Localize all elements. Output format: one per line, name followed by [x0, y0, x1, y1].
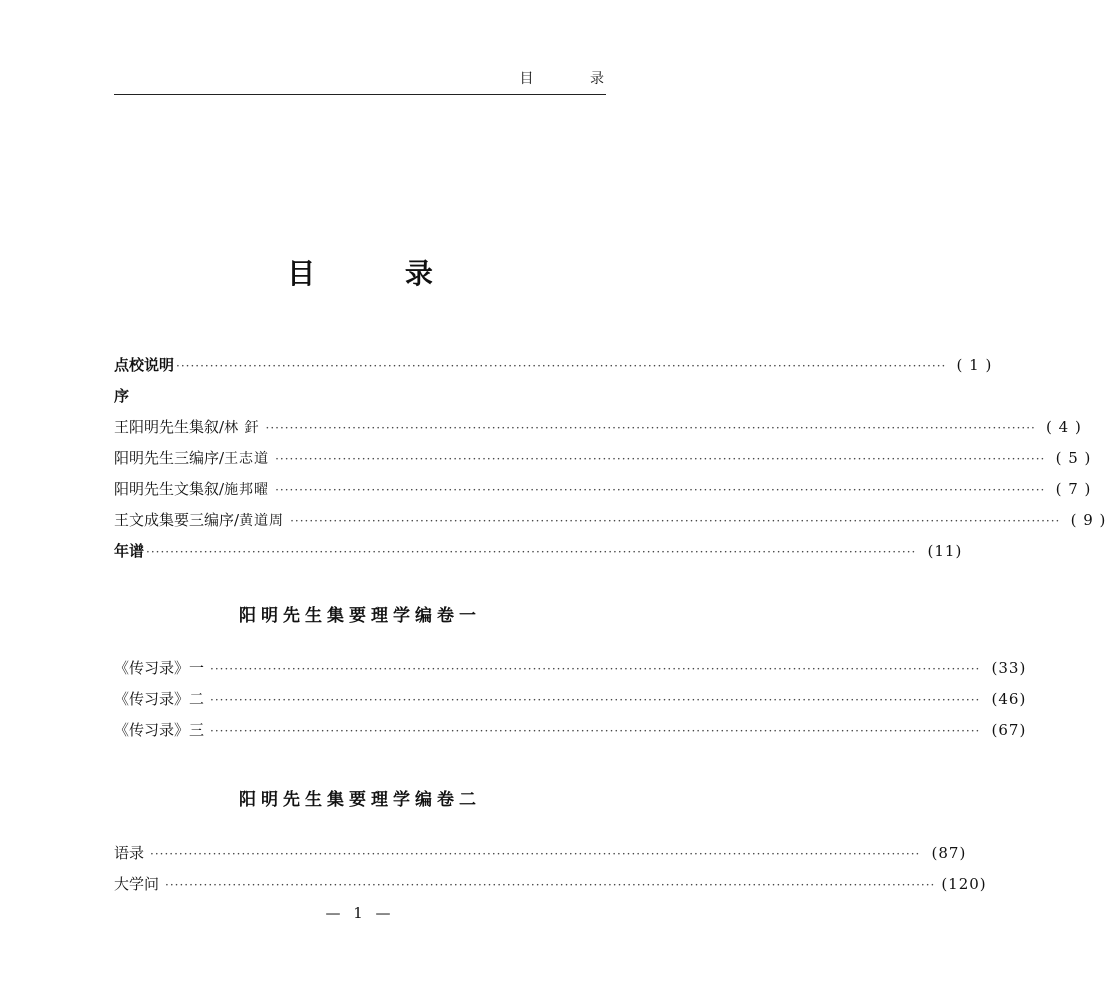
- toc-entry: [114, 540, 963, 571]
- toc-entry: [114, 416, 1082, 447]
- toc-entry: [114, 354, 993, 385]
- toc-entry-page: (120): [941, 875, 987, 893]
- toc-entry-author: 王志道: [224, 451, 270, 467]
- toc-entry: [114, 873, 987, 904]
- toc-entry-title: 年谱: [114, 542, 145, 560]
- page-number: — 1 —: [325, 904, 395, 922]
- header-rule: [114, 94, 606, 95]
- toc-group-volume-1: [114, 657, 1027, 750]
- dot-leader: ································································································································································: [150, 847, 921, 861]
- toc-entry: [114, 688, 1027, 719]
- toc-entry: [114, 842, 967, 873]
- toc-entry-title: 阳明先生文集叙/: [114, 480, 225, 498]
- section-heading-volume-2: 阳明先生集要理学编卷二: [239, 790, 481, 810]
- dot-leader: ································································································································································: [275, 483, 1046, 497]
- toc-entry-author: 林 釬: [224, 420, 260, 436]
- toc-entry-author: 黄道周: [239, 513, 285, 529]
- toc-entry: [114, 657, 1027, 688]
- toc-entry-title: 《传习录》三: [114, 721, 205, 739]
- toc-entry-title: 大学问: [114, 875, 160, 893]
- toc-entry-title: 序: [114, 387, 130, 405]
- toc-entry: [114, 385, 606, 416]
- dot-leader: ································································································································································: [275, 452, 1046, 466]
- toc-entry: [114, 478, 1092, 509]
- toc-entry-page: (11): [927, 542, 963, 560]
- dot-leader: ································································································································································: [210, 662, 981, 676]
- running-head: 目 录: [519, 71, 630, 87]
- toc-entry-page: ( 9 ): [1070, 511, 1106, 529]
- toc-entry-title: 《传习录》二: [114, 690, 205, 708]
- toc-entry-page: (46): [991, 690, 1027, 708]
- toc-entry-title: 王阳明先生集叙/: [114, 418, 225, 436]
- toc-entry-page: ( 4 ): [1046, 418, 1082, 436]
- toc-entry: [114, 509, 1106, 540]
- toc-entry-title: 《传习录》一: [114, 659, 205, 677]
- toc-entry-title: 语录: [114, 844, 145, 862]
- dot-leader: ································································································································································: [210, 724, 981, 738]
- toc-entry-author: 施邦曜: [224, 482, 270, 498]
- toc-group-volume-2: [114, 842, 987, 904]
- toc-entry-title: 点校说明: [114, 356, 175, 374]
- toc-entry-title: 王文成集要三编序/: [114, 511, 240, 529]
- dot-leader: ································································································································································: [165, 878, 936, 892]
- section-heading-volume-1: 阳明先生集要理学编卷一: [239, 606, 481, 626]
- dot-leader: ································································································································································: [265, 421, 1036, 435]
- dot-leader: ································································································································································: [290, 514, 1061, 528]
- toc-entry-page: (33): [991, 659, 1027, 677]
- toc-entry-page: (67): [991, 721, 1027, 739]
- toc-entry: [114, 719, 1027, 750]
- toc-group-front-matter: [114, 354, 1106, 571]
- dot-leader: ································································································································································: [210, 693, 981, 707]
- toc-entry: [114, 447, 1092, 478]
- toc-entry-title: 阳明先生三编序/: [114, 449, 225, 467]
- toc-entry-page: (87): [931, 844, 967, 862]
- toc-entry-page: ( 5 ): [1055, 449, 1092, 467]
- toc-entry-page: ( 1 ): [956, 356, 993, 374]
- dot-leader: ································································································································································: [146, 545, 917, 559]
- page-title: 目 录: [287, 257, 473, 290]
- toc-entry-page: ( 7 ): [1055, 480, 1092, 498]
- dot-leader: ································································································································································: [176, 359, 947, 373]
